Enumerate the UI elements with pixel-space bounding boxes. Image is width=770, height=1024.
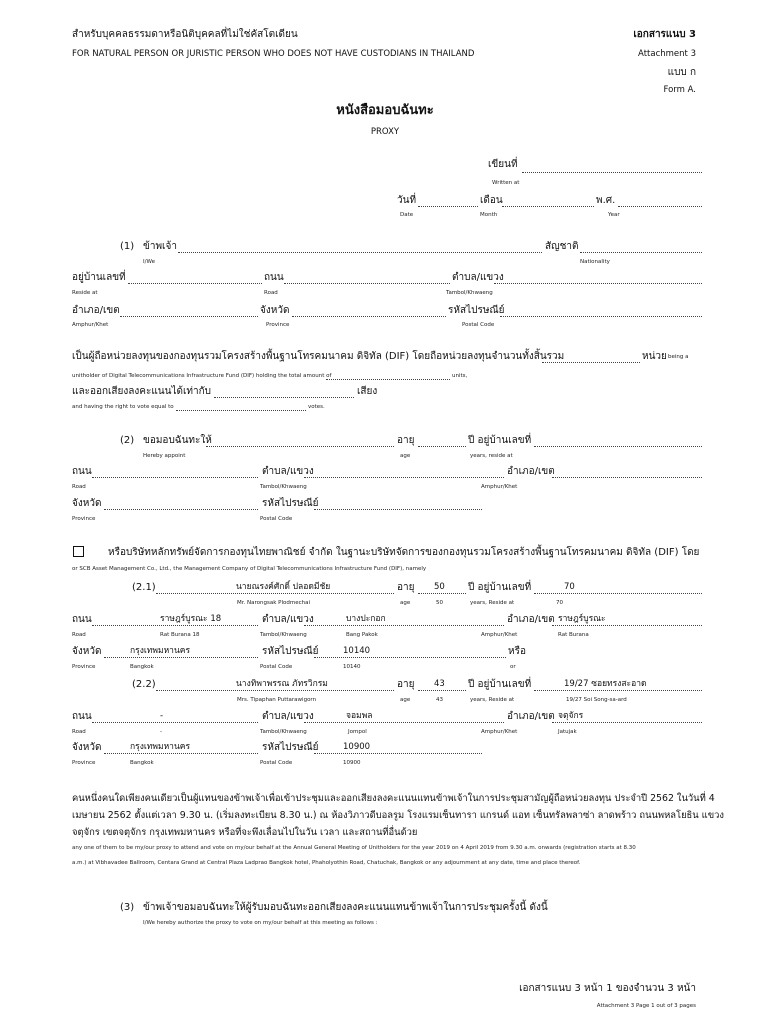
reside-label: อยู่บ้านเลขที่ (72, 272, 126, 283)
amphur-field[interactable] (120, 316, 258, 317)
proxy2-road-label: ถนน (72, 711, 92, 722)
proxy1-amphur-english: Amphur/Khet (481, 632, 518, 638)
meeting-thai-line3: จตุจักร เขตจตุจักร กรุงเทพมหานคร หรือที่จะพึงเลื่อนไปในวัน เวลา และสถานที่อื่นด้วย (72, 827, 418, 838)
attachment-label-thai: เอกสารแนบ 3 (633, 29, 696, 40)
meeting-english-line2: a.m.) at Vibhavadee Ballroom, Centara Grand at Central Plaza Ladprao Bangkok hotel, Phaholyothin Road, Chatuchak, Bangkok or any adjournment at any date, time and place thereof. (72, 860, 581, 866)
proxy2-postal-line (314, 753, 482, 754)
proxy2-amphur-line (552, 722, 702, 723)
tambol2-english: Tambol/Khwaeng (260, 484, 307, 490)
proxy1-age-line (418, 593, 466, 594)
holding-thai: เป็นผู้ถือหน่วยลงทุนของกองทุนรวมโครงสร้างพื้นฐานโทรคมนาคม ดิจิทัล (DIF) โดยถือหน่วยลงทุนจำนวนทั้งสิ้นรวม (72, 351, 565, 362)
votes-thai: และออกเสียงลงคะแนนได้เท่ากับ (72, 386, 212, 397)
proxy1-name-english: Mr. Narongsak Plodmechai (237, 600, 310, 606)
votes-field[interactable] (214, 397, 354, 398)
province2-english: Province (72, 516, 96, 522)
proxy2-road-small: - (160, 729, 162, 735)
appoint-house-field[interactable] (534, 446, 702, 447)
proxy2-province-english: Province (72, 760, 96, 766)
age-english: age (400, 453, 411, 459)
tambol2-field[interactable] (304, 477, 504, 478)
postal-label: รหัสไปรษณีย์ (448, 305, 505, 316)
province-english: Province (266, 322, 290, 328)
written-at-label: เขียนที่ (488, 159, 518, 170)
proxy1-road-small: Rat Burana 18 (160, 632, 200, 638)
year-field[interactable] (618, 206, 702, 207)
scb-thai: หรือบริษัทหลักทรัพย์จัดการกองทุนไทยพาณิชย์ จำกัด ในฐานะบริษัทจัดการของกองทุนรวมโครงสร้างพื้นฐานโทรคมนาคม ดิจิทัล (DIF) โดย (108, 547, 700, 558)
proxy1-road-english: Road (72, 632, 86, 638)
appoint-label: ขอมอบฉันทะให้ (143, 435, 212, 446)
proxy2-province-label: จังหวัด (72, 742, 102, 753)
proxy1-province-line (104, 657, 258, 658)
proxy1-postal-small: 10140 (343, 664, 361, 670)
meeting-thai-line1: คนหนึ่งคนใดเพียงคนเดียวเป็นผู้แทนของข้าพเจ้าเพื่อเข้าประชุมและออกเสียงลงคะแนนแทนข้าพเจ้าในการประชุมสามัญผู้ถือหน่วยลงทุน ประจำปี 2562 ในวันที่ 4 (72, 793, 715, 804)
reside-field[interactable] (128, 283, 262, 284)
header-left-english: FOR NATURAL PERSON OR JURISTIC PERSON WHO DOES NOT HAVE CUSTODIANS IN THAILAND (72, 49, 475, 59)
proxy1-tambol-small: Bang Pakok (346, 632, 378, 638)
written-at-field[interactable] (522, 172, 702, 173)
proxy2-tambol-label: ตำบล/แขวง (262, 711, 314, 722)
proxy2-years-english: years, Reside at (470, 697, 515, 703)
postal2-field[interactable] (314, 509, 482, 510)
years-english: years, reside at (470, 453, 513, 459)
proxy2-age-line (418, 690, 466, 691)
nationality-english: Nationality (580, 259, 610, 265)
proxy2-name-line (156, 690, 394, 691)
proxy2-age-small: 43 (436, 697, 443, 703)
tambol-field[interactable] (494, 283, 702, 284)
proxy1-age-english: age (400, 600, 411, 606)
month-label: เดือน (480, 195, 503, 206)
section3-thai: ข้าพเจ้าขอมอบฉันทะให้ผู้รับมอบฉันทะออกเสียงลงคะแนนแทนข้าพเจ้าในการประชุมครั้งนี้ ดังนี้ (143, 902, 548, 913)
footer-english: Attachment 3 Page 1 out of 3 pages (596, 1003, 696, 1009)
road2-label: ถนน (72, 466, 92, 477)
proxy1-years-label: ปี อยู่บ้านเลขที่ (468, 582, 532, 593)
proxy2-road-line (92, 722, 258, 723)
proxy2-house-small: 19/27 Soi Song-sa-ard (566, 697, 627, 703)
proxy1-road-label: ถนน (72, 614, 92, 625)
header-left-thai: สำหรับบุคคลธรรมดาหรือนิติบุคคลที่ไม่ใช่คัสโตเดียน (72, 29, 298, 40)
proxy2-age: 43 (434, 679, 445, 689)
proxy1-postal-english: Postal Code (260, 664, 293, 670)
postal-english: Postal Code (462, 322, 495, 328)
proxy2-postal-label: รหัสไปรษณีย์ (262, 742, 319, 753)
scb-checkbox[interactable] (73, 546, 84, 557)
year-label: พ.ศ. (596, 195, 616, 206)
holding-english: unitholder of Digital Telecommunications Infrastructure Fund (DIF) holding the total amount of (72, 373, 332, 379)
proxy2-name-english: Mrs. Tipaphan Puttarawigorn (237, 697, 317, 703)
units-english-field[interactable] (326, 379, 450, 380)
proxy2-age-label: อายุ (397, 679, 415, 690)
proxy1-road-line (92, 625, 258, 626)
road2-field[interactable] (92, 477, 258, 478)
appoint-english: Hereby appoint (143, 453, 186, 459)
proxy1-province: กรุงเทพมหานคร (130, 646, 191, 656)
reside-english: Reside at (72, 290, 98, 296)
nationality-label: สัญชาติ (545, 241, 579, 252)
proxy1-postal-label: รหัสไปรษณีย์ (262, 646, 319, 657)
proxy1-age: 50 (434, 582, 445, 592)
postal-field[interactable] (500, 316, 702, 317)
proxy1-age-label: อายุ (397, 582, 415, 593)
scb-english: or SCB Asset Management Co., Ltd., the Management Company of Digital Telecommunications Infrastructure Fund (DIF), namely (72, 566, 427, 572)
amphur2-english: Amphur/Khet (481, 484, 518, 490)
amphur-english: Amphur/Khet (72, 322, 109, 328)
proxy2-road: - (160, 711, 164, 721)
proxy1-name-line (156, 593, 394, 594)
proxy2-house-line (534, 690, 702, 691)
province2-label: จังหวัด (72, 498, 102, 509)
votes-english-field[interactable] (176, 410, 306, 411)
proxy2-postal: 10900 (343, 742, 371, 752)
postal2-label: รหัสไปรษณีย์ (262, 498, 319, 509)
title-thai: หนังสือมอบฉันทะ (336, 103, 434, 118)
being-english: being a (668, 354, 689, 360)
proxy1-amphur-line (552, 625, 702, 626)
proxy1-number: (2.1) (132, 582, 156, 593)
name-field[interactable] (178, 252, 542, 253)
province-label: จังหวัด (260, 305, 290, 316)
proxy2-tambol-english: Tambol/Khwaeng (260, 729, 307, 735)
form-label-thai: แบบ ก (667, 67, 696, 78)
proxy2-postal-english: Postal Code (260, 760, 293, 766)
proxy1-years-english: years, Reside at (470, 600, 515, 606)
proxy1-tambol-label: ตำบล/แขวง (262, 614, 314, 625)
i-label: ข้าพเจ้า (143, 241, 177, 252)
amphur-label: อำเภอ/เขต (72, 305, 120, 316)
month-english: Month (480, 212, 498, 218)
proxy2-age-english: age (400, 697, 411, 703)
proxy2-amphur-english: Amphur/Khet (481, 729, 518, 735)
road2-english: Road (72, 484, 86, 490)
meeting-english-line1: any one of them to be my/our proxy to attend and vote on my/our behalf at the Annual General Meeting of Unitholders for the year 2019 on 4 April 2019 from 9.30 a.m. onwards (registration starts at 8.30 (72, 845, 636, 851)
proxy1-postal: 10140 (343, 646, 371, 656)
proxy1-province-small: Bangkok (130, 664, 154, 670)
unit-label: หน่วย (642, 351, 667, 362)
proxy2-house: 19/27 ซอยทรงสะอาด (564, 679, 647, 689)
age-label: อายุ (397, 435, 415, 446)
proxy1-amphur-label: อำเภอ/เขต (507, 614, 555, 625)
date-field[interactable] (418, 206, 478, 207)
proxy1-house-small: 70 (556, 600, 563, 606)
proxy1-amphur-small: Rat Burana (558, 632, 589, 638)
section3-english: I/We hereby authorize the proxy to vote on my/our behalf at this meeting as follows : (143, 920, 378, 926)
proxy1-postal-line (314, 657, 506, 658)
proxy2-province-line (104, 753, 258, 754)
votes-english: and having the right to vote equal to (72, 404, 174, 410)
proxy2-postal-small: 10900 (343, 760, 361, 766)
proxy2-amphur-label: อำเภอ/เขต (507, 711, 555, 722)
proxy1-amphur: ราษฎร์บูรณะ (558, 614, 606, 624)
meeting-thai-line2: เมษายน 2562 ตั้งแต่เวลา 9.30 น. (เริ่มลงทะเบียน 8.30 น.) ณ ห้องวิภาวดีบอลรูม โรงแรมเซ็นทารา แกรนด์ แอท เซ็นทรัลพลาซ่า ลาดพร้าว ถนนพหลโยธิน แขวง (72, 810, 724, 821)
proxy2-name: นางทิพาพรรณ ภัทรวิกรม (236, 679, 328, 689)
proxy1-or-english: or (510, 664, 516, 670)
proxy1-age-small: 50 (436, 600, 443, 606)
proxy2-amphur: จตุจักร (558, 711, 584, 721)
province-field[interactable] (292, 316, 446, 317)
years-label: ปี อยู่บ้านเลขที่ (468, 435, 532, 446)
amphur2-label: อำเภอ/เขต (507, 466, 555, 477)
proxy2-amphur-small: Jatujak (558, 729, 577, 735)
postal2-english: Postal Code (260, 516, 293, 522)
date-label: วันที่ (397, 195, 417, 206)
proxy2-road-english: Road (72, 729, 86, 735)
road-label: ถนน (264, 272, 284, 283)
proxy2-tambol: จอมพล (346, 711, 373, 721)
proxy1-tambol-line (304, 625, 504, 626)
proxy1-house-line (534, 593, 702, 594)
appoint-name-field[interactable] (206, 446, 394, 447)
written-at-english: Written at (492, 180, 520, 186)
tambol-label: ตำบล/แขวง (452, 272, 504, 283)
age-field[interactable] (418, 446, 466, 447)
proxy2-province-small: Bangkok (130, 760, 154, 766)
proxy1-province-label: จังหวัด (72, 646, 102, 657)
units-english: units, (452, 373, 468, 379)
tambol-english: Tambol/Khwaeng (446, 290, 493, 296)
section3-number: (3) (120, 902, 135, 913)
road-field[interactable] (284, 283, 450, 284)
proxy2-years-label: ปี อยู่บ้านเลขที่ (468, 679, 532, 690)
section1-number: (1) (120, 241, 135, 252)
votes-english-unit: votes. (308, 404, 325, 410)
footer-thai: เอกสารแนบ 3 หน้า 1 ของจำนวน 3 หน้า (519, 983, 696, 994)
proxy1-or-label: หรือ (508, 646, 526, 657)
form-label-english: Form A. (663, 85, 696, 95)
proxy2-number: (2.2) (132, 679, 156, 690)
title-english: PROXY (370, 127, 400, 137)
proxy1-name: นายณรงค์ศักดิ์ ปลอดมีชัย (236, 582, 331, 592)
date-english: Date (400, 212, 414, 218)
proxy2-province: กรุงเทพมหานคร (130, 742, 191, 752)
units-field[interactable] (542, 362, 640, 363)
proxy1-tambol-english: Tambol/Khwaeng (260, 632, 307, 638)
road-english: Road (264, 290, 278, 296)
nationality-field[interactable] (580, 252, 702, 253)
month-field[interactable] (502, 206, 594, 207)
proxy2-tambol-line (304, 722, 504, 723)
proxy1-house: 70 (564, 582, 575, 592)
proxy2-tambol-small: Jompol (348, 729, 367, 735)
province2-field[interactable] (104, 509, 258, 510)
votes-unit: เสียง (357, 386, 378, 397)
amphur2-field[interactable] (552, 477, 702, 478)
section2-number: (2) (120, 435, 135, 446)
year-english: Year (608, 212, 620, 218)
proxy1-tambol: บางปะกอก (346, 614, 386, 624)
i-english: I/We (143, 259, 155, 265)
proxy1-province-english: Province (72, 664, 96, 670)
tambol2-label: ตำบล/แขวง (262, 466, 314, 477)
proxy1-road: ราษฎร์บูรณะ 18 (160, 614, 222, 624)
attachment-label-english: Attachment 3 (638, 49, 696, 59)
